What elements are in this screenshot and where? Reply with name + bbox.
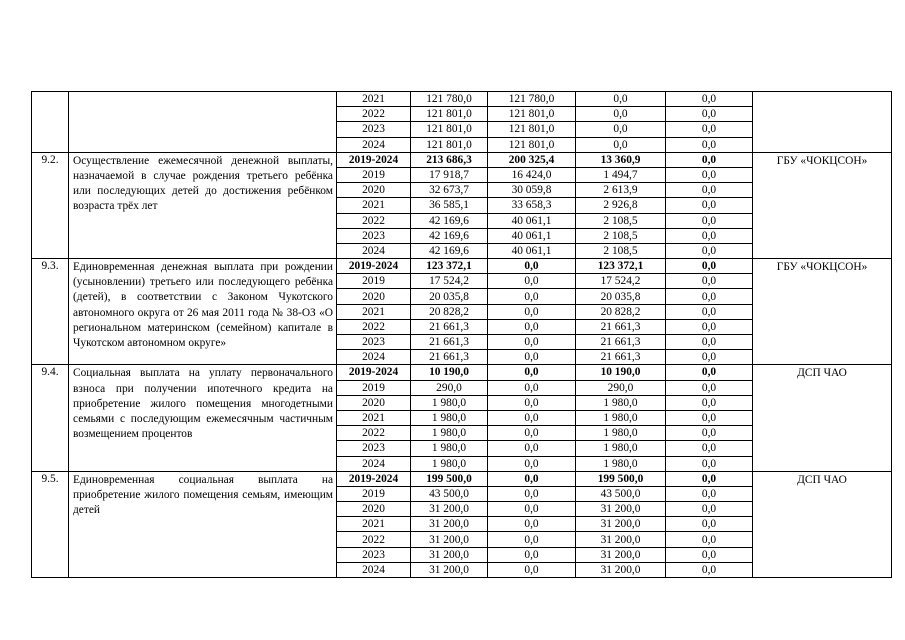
year-cell: 2023: [337, 335, 411, 350]
federal-cell: 0,0: [488, 350, 576, 365]
federal-cell: 0,0: [488, 380, 576, 395]
other-cell: 0,0: [666, 471, 753, 486]
total-cell: 21 661,3: [411, 350, 488, 365]
total-cell: 42 169,6: [411, 228, 488, 243]
regional-cell: 31 200,0: [576, 517, 666, 532]
regional-cell: 0,0: [576, 122, 666, 137]
regional-cell: 0,0: [576, 107, 666, 122]
total-cell: 1 980,0: [411, 441, 488, 456]
regional-cell: 13 360,9: [576, 152, 666, 167]
other-cell: 0,0: [666, 547, 753, 562]
year-cell: 2020: [337, 395, 411, 410]
table-row: [32, 365, 892, 380]
federal-cell: 30 059,8: [488, 183, 576, 198]
regional-cell: 43 500,0: [576, 486, 666, 501]
federal-cell: 0,0: [488, 289, 576, 304]
executor-cell: [753, 92, 892, 153]
regional-cell: 290,0: [576, 380, 666, 395]
other-cell: 0,0: [666, 137, 753, 152]
regional-cell: 1 980,0: [576, 395, 666, 410]
table-row: [32, 471, 892, 486]
year-cell: 2022: [337, 532, 411, 547]
federal-cell: 200 325,4: [488, 152, 576, 167]
year-cell: 2019-2024: [337, 471, 411, 486]
year-cell: 2021: [337, 410, 411, 425]
regional-cell: 2 108,5: [576, 213, 666, 228]
other-cell: 0,0: [666, 152, 753, 167]
year-cell: 2019: [337, 167, 411, 182]
other-cell: 0,0: [666, 410, 753, 425]
regional-cell: 17 524,2: [576, 274, 666, 289]
year-cell: 2024: [337, 243, 411, 258]
regional-cell: 31 200,0: [576, 562, 666, 577]
other-cell: 0,0: [666, 426, 753, 441]
federal-cell: 121 780,0: [488, 92, 576, 107]
regional-cell: 31 200,0: [576, 532, 666, 547]
regional-cell: 21 661,3: [576, 335, 666, 350]
year-cell: 2020: [337, 183, 411, 198]
other-cell: 0,0: [666, 122, 753, 137]
other-cell: 0,0: [666, 441, 753, 456]
other-cell: 0,0: [666, 562, 753, 577]
total-cell: 1 980,0: [411, 456, 488, 471]
other-cell: 0,0: [666, 167, 753, 182]
item-description: Осуществление ежемесячной денежной выплаты, назначаемой в случае рождения третьего ребёнка или последующих детей до достижения ребёнком возраста трёх лет: [69, 152, 337, 258]
other-cell: 0,0: [666, 517, 753, 532]
regional-cell: 0,0: [576, 92, 666, 107]
year-cell: 2019: [337, 274, 411, 289]
table-row: [32, 152, 892, 167]
year-cell: 2021: [337, 304, 411, 319]
regional-cell: 31 200,0: [576, 547, 666, 562]
total-cell: 10 190,0: [411, 365, 488, 380]
year-cell: 2023: [337, 228, 411, 243]
item-number: 9.5.: [32, 471, 69, 577]
total-cell: 123 372,1: [411, 259, 488, 274]
federal-cell: 0,0: [488, 456, 576, 471]
total-cell: 43 500,0: [411, 486, 488, 501]
year-cell: 2022: [337, 213, 411, 228]
other-cell: 0,0: [666, 289, 753, 304]
regional-cell: 1 980,0: [576, 441, 666, 456]
other-cell: 0,0: [666, 259, 753, 274]
federal-cell: 0,0: [488, 517, 576, 532]
federal-cell: 0,0: [488, 365, 576, 380]
federal-cell: 40 061,1: [488, 228, 576, 243]
federal-cell: 0,0: [488, 532, 576, 547]
other-cell: 0,0: [666, 532, 753, 547]
year-cell: 2019: [337, 486, 411, 501]
year-cell: 2019: [337, 380, 411, 395]
total-cell: 31 200,0: [411, 562, 488, 577]
other-cell: 0,0: [666, 183, 753, 198]
federal-cell: 0,0: [488, 502, 576, 517]
federal-cell: 0,0: [488, 259, 576, 274]
other-cell: 0,0: [666, 486, 753, 501]
federal-cell: 121 801,0: [488, 137, 576, 152]
regional-cell: 2 926,8: [576, 198, 666, 213]
total-cell: 121 801,0: [411, 107, 488, 122]
other-cell: 0,0: [666, 380, 753, 395]
total-cell: 121 801,0: [411, 122, 488, 137]
total-cell: 17 524,2: [411, 274, 488, 289]
federal-cell: 0,0: [488, 274, 576, 289]
total-cell: 42 169,6: [411, 243, 488, 258]
federal-cell: 0,0: [488, 319, 576, 334]
regional-cell: 0,0: [576, 137, 666, 152]
regional-cell: 2 108,5: [576, 243, 666, 258]
item-description: Единовременная социальная выплата на приобретение жилого помещения семьям, имеющим детей: [69, 471, 337, 577]
total-cell: 31 200,0: [411, 517, 488, 532]
executor-cell: ДСП ЧАО: [753, 471, 892, 577]
year-cell: 2019-2024: [337, 152, 411, 167]
year-cell: 2023: [337, 122, 411, 137]
other-cell: 0,0: [666, 395, 753, 410]
item-number: 9.2.: [32, 152, 69, 258]
total-cell: 1 980,0: [411, 426, 488, 441]
other-cell: 0,0: [666, 365, 753, 380]
table-row: [32, 92, 892, 107]
total-cell: 17 918,7: [411, 167, 488, 182]
federal-cell: 0,0: [488, 410, 576, 425]
total-cell: 31 200,0: [411, 532, 488, 547]
year-cell: 2021: [337, 198, 411, 213]
executor-cell: ГБУ «ЧОКЦСОН»: [753, 152, 892, 258]
total-cell: 213 686,3: [411, 152, 488, 167]
table-row: [32, 259, 892, 274]
year-cell: 2023: [337, 441, 411, 456]
other-cell: 0,0: [666, 350, 753, 365]
total-cell: 121 780,0: [411, 92, 488, 107]
other-cell: 0,0: [666, 502, 753, 517]
other-cell: 0,0: [666, 319, 753, 334]
budget-table: [31, 91, 892, 578]
regional-cell: 21 661,3: [576, 319, 666, 334]
other-cell: 0,0: [666, 213, 753, 228]
federal-cell: 16 424,0: [488, 167, 576, 182]
total-cell: 1 980,0: [411, 410, 488, 425]
year-cell: 2024: [337, 137, 411, 152]
executor-cell: ДСП ЧАО: [753, 365, 892, 471]
other-cell: 0,0: [666, 198, 753, 213]
year-cell: 2021: [337, 92, 411, 107]
total-cell: 20 828,2: [411, 304, 488, 319]
total-cell: 21 661,3: [411, 319, 488, 334]
federal-cell: 0,0: [488, 486, 576, 501]
year-cell: 2020: [337, 289, 411, 304]
total-cell: 31 200,0: [411, 547, 488, 562]
regional-cell: 31 200,0: [576, 502, 666, 517]
item-number: [32, 92, 69, 153]
total-cell: 32 673,7: [411, 183, 488, 198]
other-cell: 0,0: [666, 92, 753, 107]
table-body: [32, 92, 892, 578]
year-cell: 2022: [337, 319, 411, 334]
total-cell: 21 661,3: [411, 335, 488, 350]
year-cell: 2020: [337, 502, 411, 517]
year-cell: 2024: [337, 562, 411, 577]
federal-cell: 121 801,0: [488, 122, 576, 137]
federal-cell: 0,0: [488, 395, 576, 410]
other-cell: 0,0: [666, 228, 753, 243]
total-cell: 42 169,6: [411, 213, 488, 228]
year-cell: 2024: [337, 350, 411, 365]
total-cell: 1 980,0: [411, 395, 488, 410]
federal-cell: 33 658,3: [488, 198, 576, 213]
year-cell: 2019-2024: [337, 365, 411, 380]
item-description: Социальная выплата на уплату первоначального взноса при получении ипотечного кредита на приобретение жилого помещения многодетными семьями с последующим ежемесячным частичным возмещением процентов: [69, 365, 337, 471]
other-cell: 0,0: [666, 304, 753, 319]
year-cell: 2023: [337, 547, 411, 562]
regional-cell: 2 613,9: [576, 183, 666, 198]
regional-cell: 123 372,1: [576, 259, 666, 274]
federal-cell: 121 801,0: [488, 107, 576, 122]
year-cell: 2022: [337, 426, 411, 441]
regional-cell: 20 828,2: [576, 304, 666, 319]
regional-cell: 1 494,7: [576, 167, 666, 182]
executor-cell: ГБУ «ЧОКЦСОН»: [753, 259, 892, 365]
year-cell: 2019-2024: [337, 259, 411, 274]
item-description: Единовременная денежная выплата при рождении (усыновлении) третьего или последующего ребёнка (детей), в соответствии с Законом Чукотского автономного округа от 26 мая 2011 года № 38-ОЗ «О региональном материнском (семейном) капитале в Чукотском автономном округе»: [69, 259, 337, 365]
federal-cell: 40 061,1: [488, 243, 576, 258]
total-cell: 121 801,0: [411, 137, 488, 152]
federal-cell: 0,0: [488, 335, 576, 350]
federal-cell: 0,0: [488, 304, 576, 319]
total-cell: 290,0: [411, 380, 488, 395]
federal-cell: 0,0: [488, 441, 576, 456]
item-number: 9.4.: [32, 365, 69, 471]
regional-cell: 199 500,0: [576, 471, 666, 486]
item-description: [69, 92, 337, 153]
other-cell: 0,0: [666, 243, 753, 258]
federal-cell: 0,0: [488, 426, 576, 441]
other-cell: 0,0: [666, 107, 753, 122]
federal-cell: 0,0: [488, 471, 576, 486]
year-cell: 2022: [337, 107, 411, 122]
other-cell: 0,0: [666, 456, 753, 471]
total-cell: 36 585,1: [411, 198, 488, 213]
other-cell: 0,0: [666, 335, 753, 350]
year-cell: 2024: [337, 456, 411, 471]
total-cell: 199 500,0: [411, 471, 488, 486]
federal-cell: 40 061,1: [488, 213, 576, 228]
regional-cell: 1 980,0: [576, 426, 666, 441]
total-cell: 31 200,0: [411, 502, 488, 517]
federal-cell: 0,0: [488, 547, 576, 562]
other-cell: 0,0: [666, 274, 753, 289]
year-cell: 2021: [337, 517, 411, 532]
federal-cell: 0,0: [488, 562, 576, 577]
regional-cell: 1 980,0: [576, 410, 666, 425]
regional-cell: 1 980,0: [576, 456, 666, 471]
regional-cell: 20 035,8: [576, 289, 666, 304]
regional-cell: 21 661,3: [576, 350, 666, 365]
item-number: 9.3.: [32, 259, 69, 365]
regional-cell: 2 108,5: [576, 228, 666, 243]
regional-cell: 10 190,0: [576, 365, 666, 380]
total-cell: 20 035,8: [411, 289, 488, 304]
